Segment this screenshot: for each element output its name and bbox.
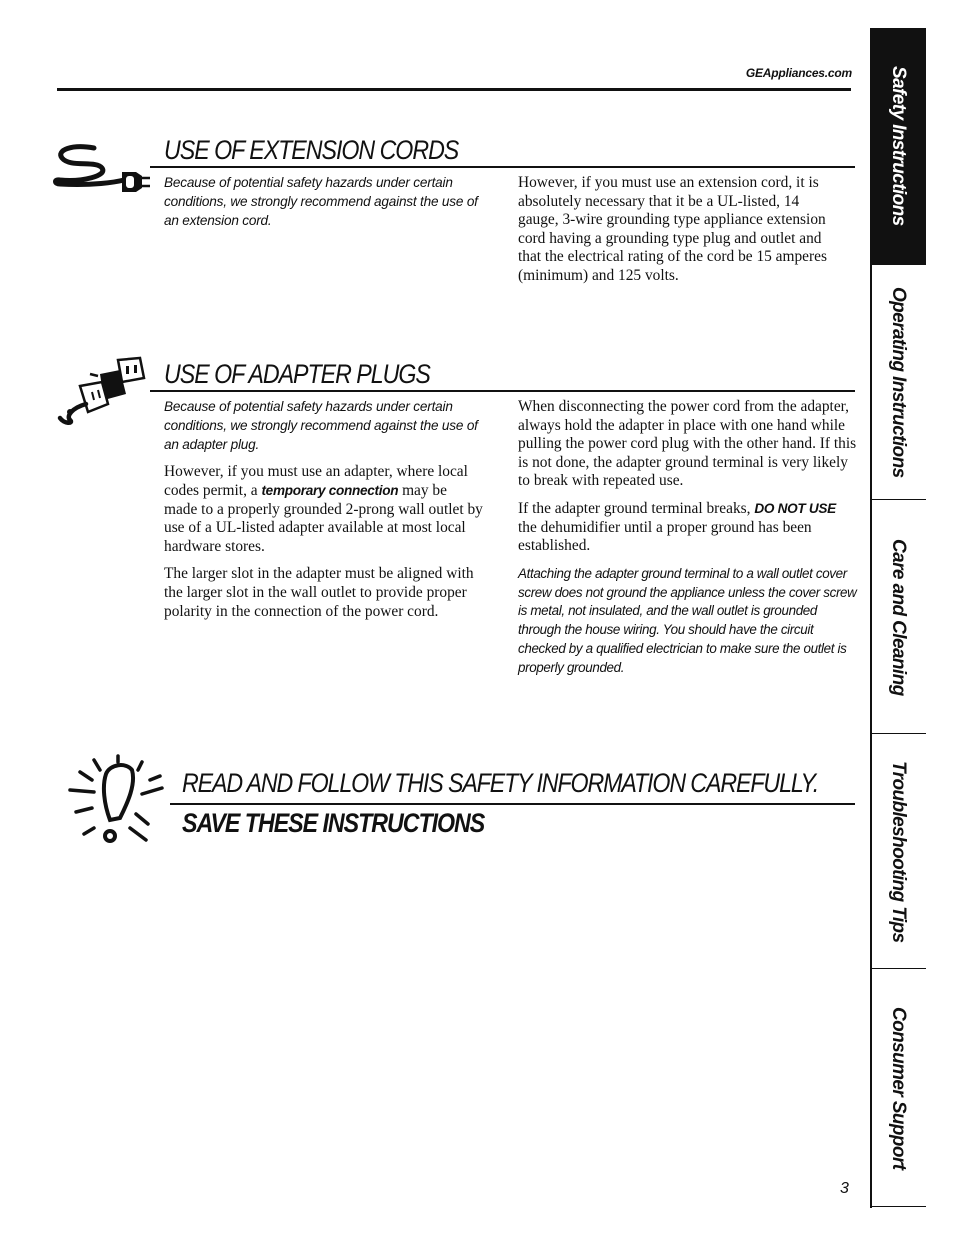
page-number: 3 <box>840 1180 849 1197</box>
adapter-paragraph-4: If the adapter ground terminal breaks, DO NOT USE the dehumidifier until a proper ground has been established. <box>518 499 836 555</box>
tab-label: Safety Instructions <box>888 66 909 226</box>
save-instructions-heading: SAVE THESE INSTRUCTIONS <box>182 808 485 838</box>
closing-rule <box>170 803 855 805</box>
tab-operating-instructions[interactable] <box>870 264 926 500</box>
safety-alert-icon <box>66 756 166 848</box>
temporary-connection-emphasis: temporary connection <box>261 482 399 498</box>
section-title-extension-cords: USE OF EXTENSION CORDS <box>164 135 459 165</box>
section-tabs <box>870 28 926 1207</box>
tab-consumer-support[interactable] <box>870 968 926 1207</box>
extension-warning: Because of potential safety hazards under certain conditions, we strongly recommend against the use of an extension cord. <box>164 175 478 228</box>
extension-body-column <box>518 174 833 295</box>
tab-label: Operating Instructions <box>888 287 909 478</box>
extension-body: However, if you must use an extension cord, it is absolutely necessary that it be a UL-listed, 14 gauge, 3-wire grounding type appliance extension cord having a grounding type plug and outlet and that the electrical rating of the cord be 15 amperes (minimum) and 125 volts. <box>518 174 827 284</box>
adapter-paragraph-2: The larger slot in the adapter must be aligned with the larger slot in the wall outlet to provide proper polarity in the connection of the power cord. <box>164 565 474 620</box>
tab-label: Troubleshooting Tips <box>888 760 909 943</box>
header-rule <box>57 88 851 91</box>
tab-safety-instructions[interactable] <box>870 28 926 264</box>
read-follow-heading: READ AND FOLLOW THIS SAFETY INFORMATION CAREFULLY. <box>182 768 819 798</box>
section-rule <box>150 390 855 392</box>
adapter-paragraph-1: However, if you must use an adapter, where local codes permit, a temporary connection may be made to a properly grounded 2-prong wall outlet by use of a UL-listed adapter available at most local hardware stores. <box>164 463 483 555</box>
section-rule <box>150 166 855 168</box>
tab-label: Consumer Support <box>888 1006 909 1170</box>
tabs-divider <box>870 28 872 1208</box>
extension-warning-column <box>164 174 484 239</box>
adapter-left-column <box>164 398 484 630</box>
extension-cord-icon <box>52 138 152 194</box>
adapter-grounding-note: Attaching the adapter ground terminal to a wall outlet cover screw does not ground the appliance unless the cover screw is metal, not insulated, and the wall outlet is grounded through the house wiring. You should have the circuit checked by a qualified electrician to make sure the outlet is properly grounded. <box>518 565 857 675</box>
section-title-adapter-plugs: USE OF ADAPTER PLUGS <box>164 359 430 389</box>
adapter-right-column <box>518 398 858 687</box>
adapter-plug-icon <box>58 354 150 430</box>
tab-care-and-cleaning[interactable] <box>870 499 926 734</box>
tab-label: Care and Cleaning <box>888 538 909 696</box>
adapter-paragraph-3: When disconnecting the power cord from the adapter, always hold the adapter in place with one hand while pulling the power cord plug with the other hand. If this is not done, the adapter ground terminal is very likely to break with repeated use. <box>518 398 857 490</box>
adapter-warning: Because of potential safety hazards under certain conditions, we strongly recommend against the use of an adapter plug. <box>164 399 478 452</box>
do-not-use-emphasis: DO NOT USE <box>754 500 836 516</box>
tab-troubleshooting-tips[interactable] <box>870 733 926 969</box>
site-url[interactable]: GEAppliances.com <box>745 66 852 80</box>
